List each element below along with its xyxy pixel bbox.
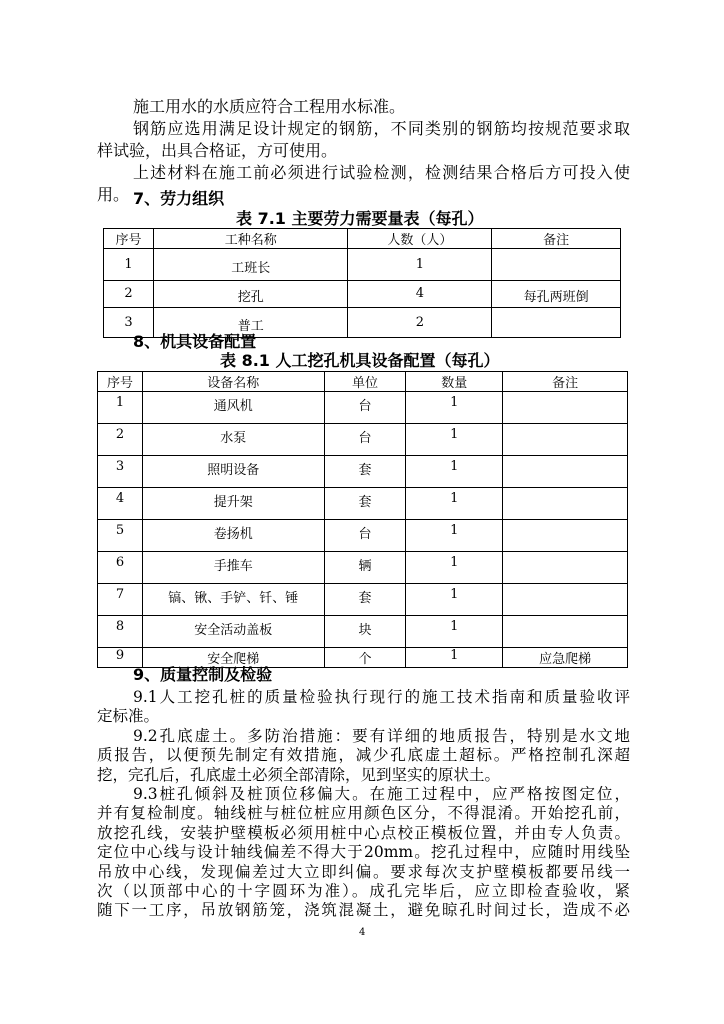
- table-cell: 普工: [153, 308, 348, 338]
- table-cell: 2: [348, 308, 492, 338]
- table-cell: 每孔两班倒: [492, 281, 621, 308]
- table-row: [98, 424, 628, 456]
- table-cell: 挖孔: [153, 281, 348, 308]
- table-cell: 安全爬梯: [142, 648, 324, 668]
- table-cell: [503, 488, 628, 520]
- table-row: [104, 249, 621, 281]
- table-cell: 3: [98, 456, 143, 488]
- body-line: 9.2孔底虚土。多防治措施：要有详细的地质报告，特别是水文地: [133, 726, 630, 745]
- body-line: 挖，完孔后，孔底虚土必须全部清除，见到坚实的原状土。: [97, 765, 501, 784]
- table-cell: 套: [324, 456, 406, 488]
- table-cell: 3: [104, 308, 154, 338]
- table-row: [98, 552, 628, 584]
- table-cell: [503, 392, 628, 424]
- table-cell: 1: [406, 616, 503, 648]
- table-cell: 个: [324, 648, 406, 668]
- table-header-row: [104, 229, 621, 249]
- body-line: 并有复检制度。轴线桩与桩位桩应用颜色区分，不得混淆。开始挖孔前，: [97, 804, 630, 823]
- table-cell: 台: [324, 520, 406, 552]
- table-cell: 1: [406, 456, 503, 488]
- table-header-cell: 工种名称: [153, 229, 348, 249]
- table-cell: 1: [406, 520, 503, 552]
- table-header-row: [98, 372, 628, 392]
- paragraph-testing-line1: 上述材料在施工前必须进行试验检测，检测结果合格后方可投入使: [133, 163, 630, 182]
- table-cell: 1: [406, 424, 503, 456]
- table-header-cell: 序号: [98, 372, 143, 392]
- table-cell: [492, 308, 621, 338]
- table-row: [98, 456, 628, 488]
- body-line: 随下一工序，吊放钢筋笼，浇筑混凝土，避免晾孔时间过长，造成不必: [97, 901, 630, 920]
- paragraph-water-standard: 施工用水的水质应符合工程用水标准。: [133, 97, 406, 116]
- table-cell: 台: [324, 392, 406, 424]
- table-cell: 2: [98, 424, 143, 456]
- labor-table: [103, 228, 621, 338]
- table-cell: 1: [406, 488, 503, 520]
- table-cell: [503, 584, 628, 616]
- table-cell: 1: [406, 392, 503, 424]
- section-8-heading: 8、机具设备配置: [133, 332, 257, 351]
- body-line: 吊放中心线，发现偏差过大立即纠偏。要求每次支护壁模板都要吊线一: [97, 862, 630, 881]
- table-row: [98, 488, 628, 520]
- table-cell: 提升架: [142, 488, 324, 520]
- table-cell: 水泵: [142, 424, 324, 456]
- table-cell: 通风机: [142, 392, 324, 424]
- table-cell: 1: [406, 648, 503, 668]
- table-cell: [503, 456, 628, 488]
- table-cell: 1: [98, 392, 143, 424]
- table-cell: [503, 552, 628, 584]
- table-header-cell: 人数（人）: [348, 229, 492, 249]
- table-cell: 4: [98, 488, 143, 520]
- body-line: 定位中心线与设计轴线偏差不得大于20mm。挖孔过程中，应随时用线坠: [97, 843, 630, 862]
- table-cell: [503, 520, 628, 552]
- table-cell: 7: [98, 584, 143, 616]
- paragraph-testing-line2: 用。: [97, 185, 130, 204]
- table-row: [98, 584, 628, 616]
- table-cell: 安全活动盖板: [142, 616, 324, 648]
- table-header-cell: 序号: [104, 229, 154, 249]
- table-row: [104, 281, 621, 308]
- table-cell: [492, 249, 621, 281]
- paragraph-rebar-line2: 样试验，出具合格证，方可使用。: [97, 141, 338, 160]
- body-line: 放挖孔线，安装护壁模板必须用桩中心点校正模板位置，并由专人负责。: [97, 823, 630, 842]
- table-row: [98, 616, 628, 648]
- table-cell: 工班长: [153, 249, 348, 281]
- table-cell: 套: [324, 584, 406, 616]
- table-cell: [503, 424, 628, 456]
- page-number: 4: [359, 927, 366, 938]
- section-9-heading: 9、质量控制及检验: [133, 665, 273, 684]
- table-header-cell: 单位: [324, 372, 406, 392]
- table-header-cell: 备注: [492, 229, 621, 249]
- table-row: [98, 520, 628, 552]
- table-cell: 套: [324, 488, 406, 520]
- body-line: 定标准。: [97, 707, 160, 726]
- body-line: 次（以顶部中心的十字圆环为准）。成孔完毕后，应立即检查验收，紧: [97, 882, 630, 900]
- table-cell: 辆: [324, 552, 406, 584]
- table-8-1-title: 表 8.1 人工挖孔机具设备配置（每孔）: [220, 351, 500, 370]
- table-cell: 9: [98, 648, 143, 668]
- table-cell: 5: [98, 520, 143, 552]
- table-row: [98, 392, 628, 424]
- body-line: 质报告，以便预先制定有效措施，减少孔底虚土超标。严格控制孔深超: [97, 746, 630, 765]
- table-cell: 镐、锹、手铲、钎、锤: [142, 584, 324, 616]
- body-line: 9.3桩孔倾斜及桩顶位移偏大。在施工过程中，应严格按图定位，: [133, 785, 630, 803]
- table-cell: 台: [324, 424, 406, 456]
- table-cell: 6: [98, 552, 143, 584]
- body-line: 9.1人工挖孔桩的质量检验执行现行的施工技术指南和质量验收评: [133, 688, 630, 706]
- table-header-cell: 数量: [406, 372, 503, 392]
- table-cell: 卷扬机: [142, 520, 324, 552]
- table-7-1-title: 表 7.1 主要劳力需要量表（每孔）: [236, 209, 484, 228]
- table-cell: 手推车: [142, 552, 324, 584]
- table-header-cell: 备注: [503, 372, 628, 392]
- table-header-cell: 设备名称: [142, 372, 324, 392]
- table-cell: 块: [324, 616, 406, 648]
- table-cell: 8: [98, 616, 143, 648]
- table-cell: 照明设备: [142, 456, 324, 488]
- paragraph-rebar-line1: 钢筋应选用满足设计规定的钢筋，不同类别的钢筋均按规范要求取: [133, 119, 630, 138]
- table-cell: 1: [406, 552, 503, 584]
- section-7-heading: 7、劳力组织: [133, 189, 225, 208]
- table-cell: 应急爬梯: [503, 648, 628, 668]
- table-cell: 1: [406, 584, 503, 616]
- table-cell: [503, 616, 628, 648]
- table-cell: 4: [348, 281, 492, 308]
- table-cell: 1: [348, 249, 492, 281]
- table-cell: 2: [104, 281, 154, 308]
- table-cell: 1: [104, 249, 154, 281]
- equipment-table: [97, 371, 628, 668]
